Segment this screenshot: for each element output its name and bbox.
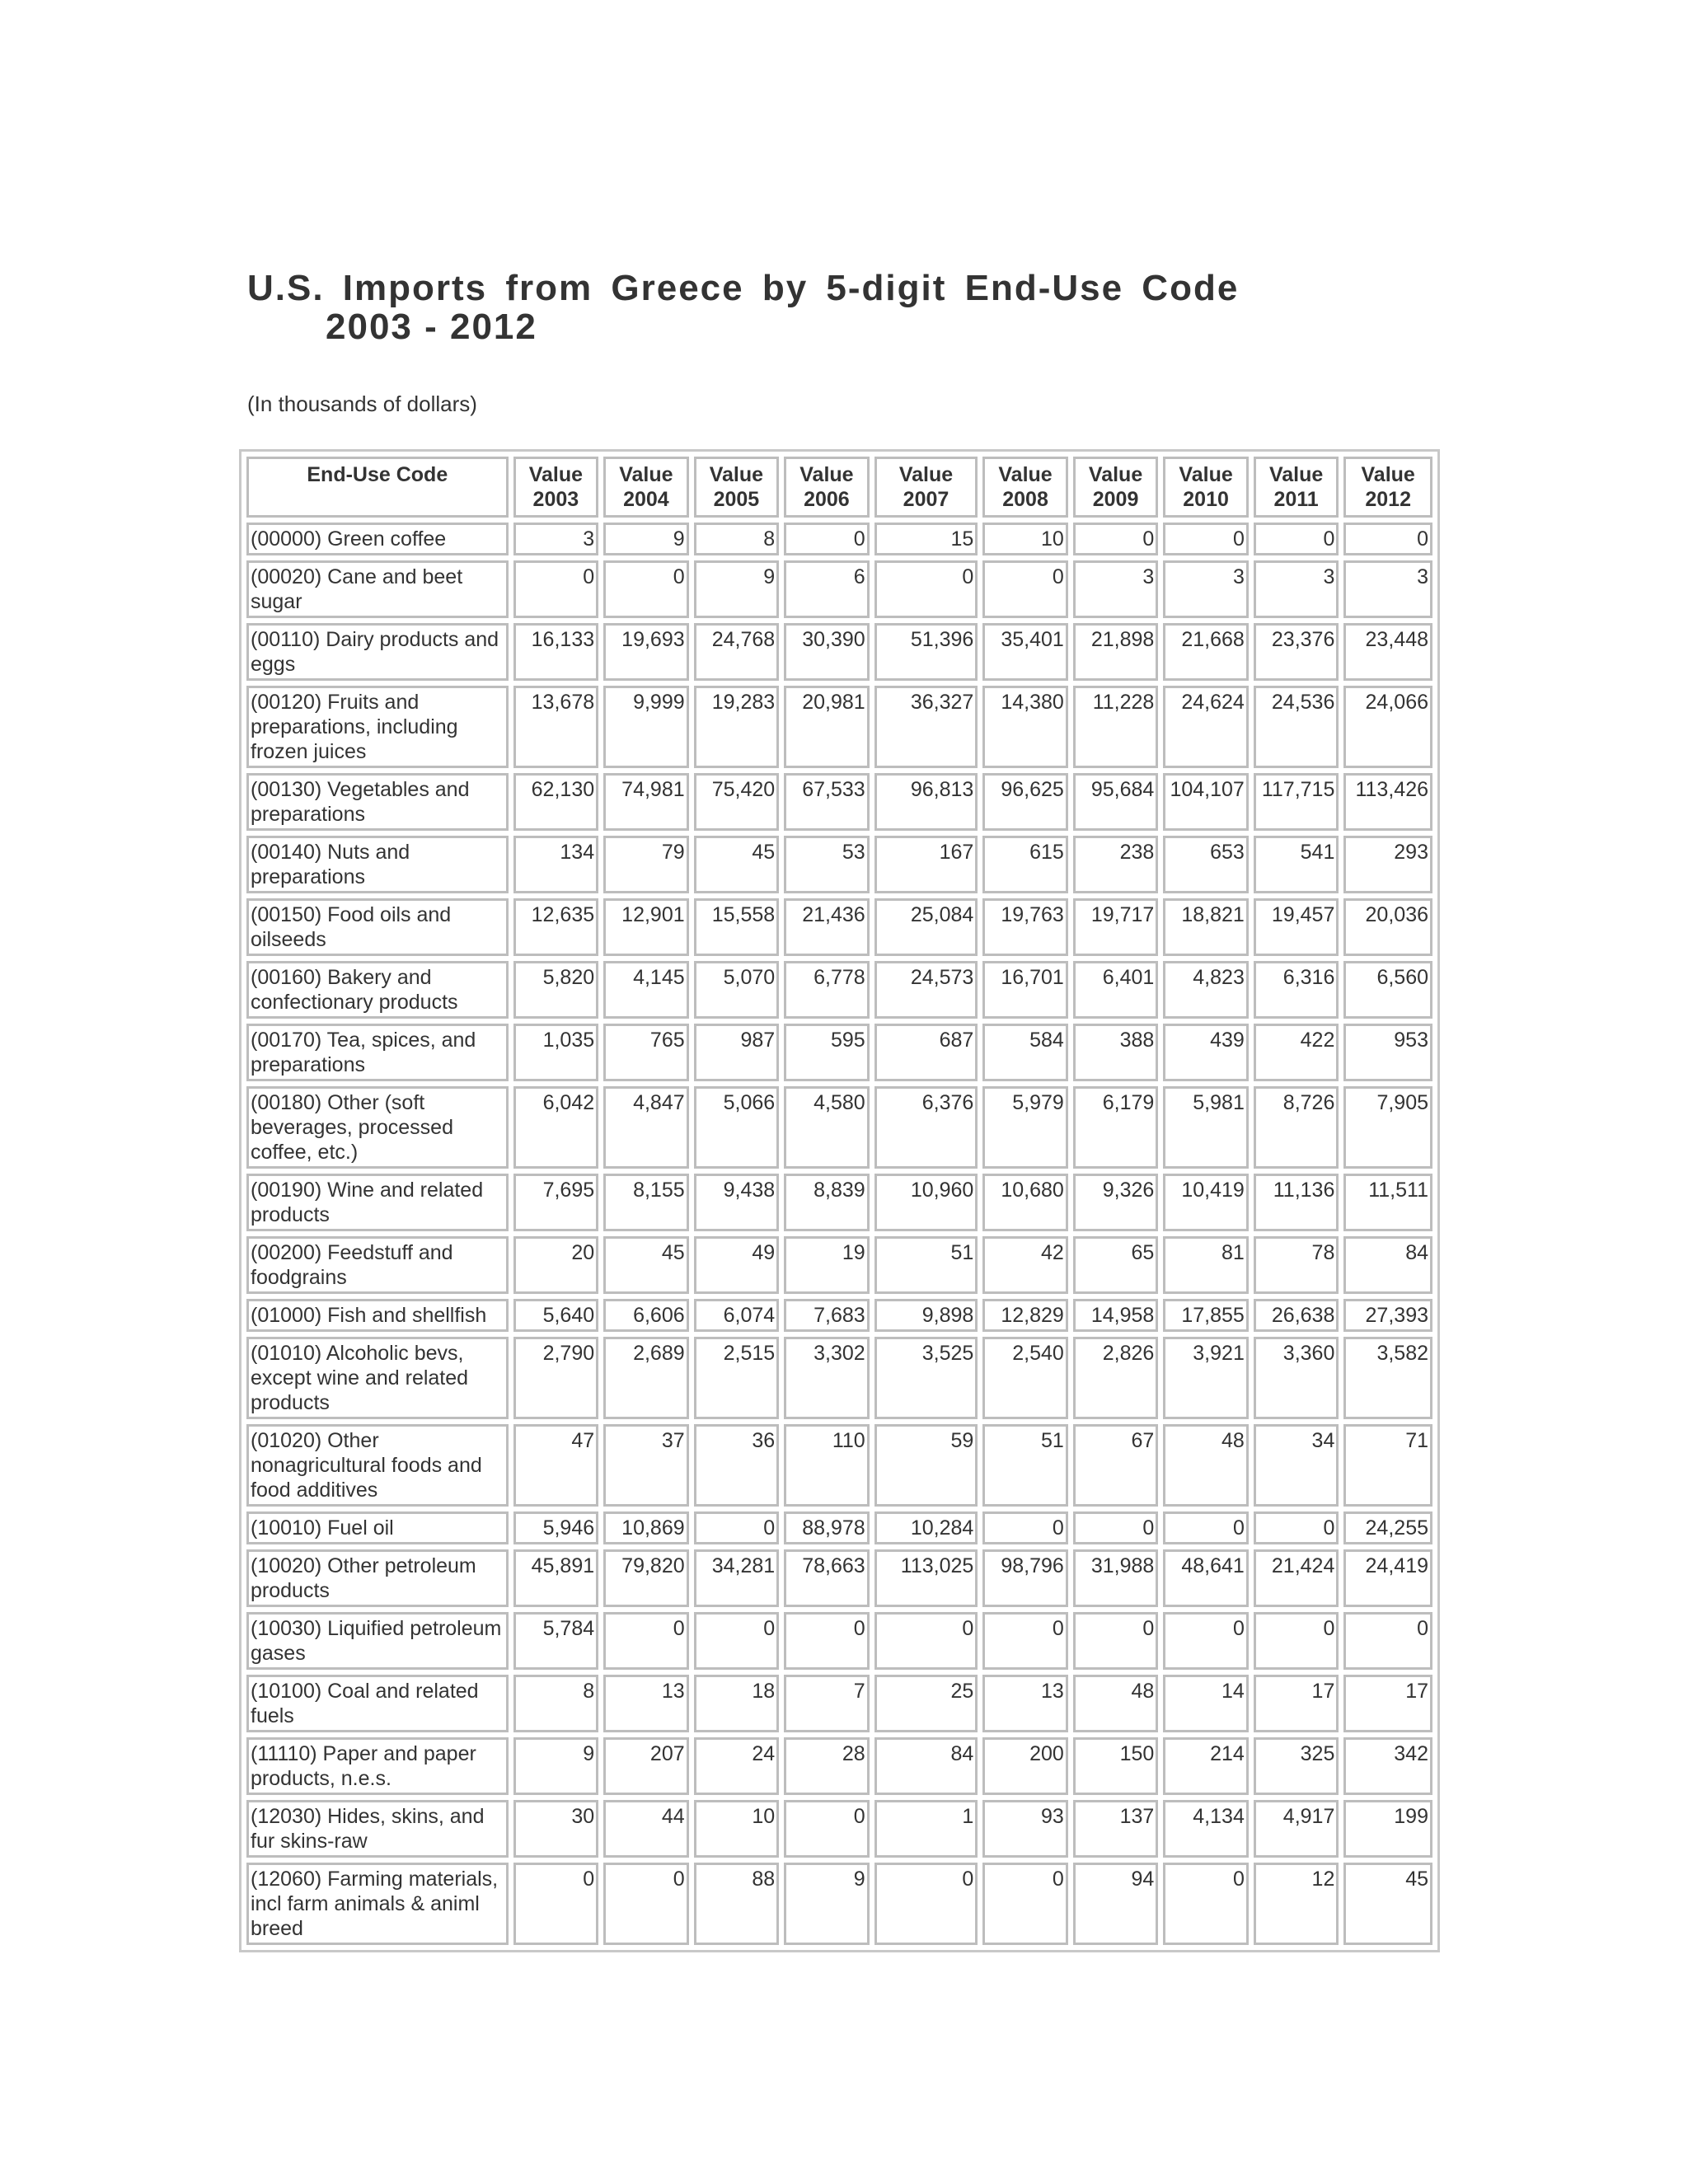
value-cell: 167 — [874, 836, 978, 893]
value-cell: 36,327 — [874, 686, 978, 768]
value-cell: 25 — [874, 1675, 978, 1732]
value-cell: 6,042 — [513, 1086, 599, 1169]
value-cell: 0 — [874, 1612, 978, 1670]
value-cell: 15,558 — [694, 898, 780, 956]
value-cell: 81 — [1163, 1236, 1249, 1294]
value-cell: 7,683 — [784, 1299, 870, 1332]
value-cell: 53 — [784, 836, 870, 893]
table-row — [246, 1511, 1432, 1544]
value-cell: 4,134 — [1163, 1800, 1249, 1858]
value-cell: 0 — [513, 1863, 599, 1945]
value-cell: 9,438 — [694, 1174, 780, 1231]
value-cell: 19,283 — [694, 686, 780, 768]
value-cell: 14 — [1163, 1675, 1249, 1732]
value-cell: 615 — [982, 836, 1068, 893]
value-cell: 12 — [1254, 1863, 1339, 1945]
value-cell: 0 — [982, 1511, 1068, 1544]
value-cell: 200 — [982, 1737, 1068, 1795]
value-cell: 5,784 — [513, 1612, 599, 1670]
value-cell: 42 — [982, 1236, 1068, 1294]
table-body — [246, 523, 1432, 1945]
value-cell: 17 — [1343, 1675, 1432, 1732]
value-cell: 953 — [1343, 1024, 1432, 1081]
table-row — [246, 898, 1432, 956]
value-cell: 5,066 — [694, 1086, 780, 1169]
value-cell: 28 — [784, 1737, 870, 1795]
value-cell: 6,316 — [1254, 961, 1339, 1019]
value-cell: 0 — [1254, 523, 1339, 555]
value-cell: 7,905 — [1343, 1086, 1432, 1169]
value-cell: 5,070 — [694, 961, 780, 1019]
value-cell: 0 — [784, 1612, 870, 1670]
value-cell: 11,511 — [1343, 1174, 1432, 1231]
value-cell: 6,778 — [784, 961, 870, 1019]
row-label-cell: (00020) Cane and beet sugar — [246, 560, 509, 618]
value-cell: 16,701 — [982, 961, 1068, 1019]
value-cell: 3 — [513, 523, 599, 555]
column-header-value: Value 2010 — [1163, 457, 1249, 518]
column-header-value: Value 2003 — [513, 457, 599, 518]
value-cell: 0 — [1343, 1612, 1432, 1670]
value-cell: 7,695 — [513, 1174, 599, 1231]
value-cell: 45 — [694, 836, 780, 893]
value-cell: 24 — [694, 1737, 780, 1795]
row-label-cell: (00190) Wine and related products — [246, 1174, 509, 1231]
value-cell: 21,424 — [1254, 1549, 1339, 1607]
value-cell: 687 — [874, 1024, 978, 1081]
value-cell: 10 — [982, 523, 1068, 555]
column-header-value: Value 2005 — [694, 457, 780, 518]
value-cell: 6,376 — [874, 1086, 978, 1169]
value-cell: 388 — [1073, 1024, 1159, 1081]
value-cell: 0 — [1254, 1511, 1339, 1544]
table-row — [246, 1737, 1432, 1795]
value-cell: 6,074 — [694, 1299, 780, 1332]
column-header-value: Value 2012 — [1343, 457, 1432, 518]
value-cell: 0 — [1073, 1511, 1159, 1544]
table-row — [246, 1863, 1432, 1945]
row-label-cell: (12060) Farming materials, incl farm animals & animl breed — [246, 1863, 509, 1945]
value-cell: 19,763 — [982, 898, 1068, 956]
value-cell: 9 — [603, 523, 689, 555]
value-cell: 21,668 — [1163, 623, 1249, 681]
value-cell: 199 — [1343, 1800, 1432, 1858]
value-cell: 51,396 — [874, 623, 978, 681]
value-cell: 150 — [1073, 1737, 1159, 1795]
value-cell: 19,457 — [1254, 898, 1339, 956]
value-cell: 3,302 — [784, 1337, 870, 1419]
value-cell: 18,821 — [1163, 898, 1249, 956]
value-cell: 6 — [784, 560, 870, 618]
title-line-1: U.S. Imports from Greece by 5-digit End-Use Code — [247, 268, 1240, 308]
value-cell: 2,790 — [513, 1337, 599, 1419]
table-row — [246, 560, 1432, 618]
value-cell: 24,573 — [874, 961, 978, 1019]
value-cell: 0 — [874, 560, 978, 618]
value-cell: 653 — [1163, 836, 1249, 893]
value-cell: 71 — [1343, 1424, 1432, 1507]
value-cell: 0 — [1163, 1863, 1249, 1945]
value-cell: 34 — [1254, 1424, 1339, 1507]
value-cell: 541 — [1254, 836, 1339, 893]
value-cell: 79 — [603, 836, 689, 893]
value-cell: 110 — [784, 1424, 870, 1507]
value-cell: 93 — [982, 1800, 1068, 1858]
table-row — [246, 1299, 1432, 1332]
value-cell: 26,638 — [1254, 1299, 1339, 1332]
value-cell: 11,228 — [1073, 686, 1159, 768]
column-header-end-use-code: End-Use Code — [246, 457, 509, 518]
row-label-cell: (00000) Green coffee — [246, 523, 509, 555]
units-note: (In thousands of dollars) — [247, 391, 477, 416]
value-cell: 0 — [1254, 1612, 1339, 1670]
value-cell: 24,536 — [1254, 686, 1339, 768]
value-cell: 2,540 — [982, 1337, 1068, 1419]
value-cell: 3 — [1343, 560, 1432, 618]
value-cell: 98,796 — [982, 1549, 1068, 1607]
value-cell: 20,981 — [784, 686, 870, 768]
value-cell: 88,978 — [784, 1511, 870, 1544]
value-cell: 0 — [694, 1612, 780, 1670]
value-cell: 7 — [784, 1675, 870, 1732]
value-cell: 117,715 — [1254, 773, 1339, 831]
value-cell: 3 — [1163, 560, 1249, 618]
value-cell: 0 — [784, 523, 870, 555]
value-cell: 0 — [513, 560, 599, 618]
value-cell: 0 — [982, 1863, 1068, 1945]
value-cell: 439 — [1163, 1024, 1249, 1081]
value-cell: 11,136 — [1254, 1174, 1339, 1231]
row-label-cell: (01000) Fish and shellfish — [246, 1299, 509, 1332]
value-cell: 12,635 — [513, 898, 599, 956]
value-cell: 45 — [1343, 1863, 1432, 1945]
value-cell: 6,401 — [1073, 961, 1159, 1019]
value-cell: 75,420 — [694, 773, 780, 831]
value-cell: 21,898 — [1073, 623, 1159, 681]
value-cell: 214 — [1163, 1737, 1249, 1795]
value-cell: 23,376 — [1254, 623, 1339, 681]
value-cell: 9,999 — [603, 686, 689, 768]
table-row — [246, 1675, 1432, 1732]
value-cell: 19,717 — [1073, 898, 1159, 956]
value-cell: 3,525 — [874, 1337, 978, 1419]
value-cell: 24,419 — [1343, 1549, 1432, 1607]
column-header-value: Value 2009 — [1073, 457, 1159, 518]
value-cell: 207 — [603, 1737, 689, 1795]
row-label-cell: (00160) Bakery and confectionary products — [246, 961, 509, 1019]
column-header-value: Value 2004 — [603, 457, 689, 518]
value-cell: 48,641 — [1163, 1549, 1249, 1607]
value-cell: 8 — [694, 523, 780, 555]
column-header-value: Value 2006 — [784, 457, 870, 518]
row-label-cell: (10100) Coal and related fuels — [246, 1675, 509, 1732]
row-label-cell: (00120) Fruits and preparations, including frozen juices — [246, 686, 509, 768]
value-cell: 78 — [1254, 1236, 1339, 1294]
value-cell: 325 — [1254, 1737, 1339, 1795]
table-row — [246, 1549, 1432, 1607]
imports-table — [239, 449, 1440, 1952]
value-cell: 8,839 — [784, 1174, 870, 1231]
value-cell: 45 — [603, 1236, 689, 1294]
value-cell: 67,533 — [784, 773, 870, 831]
row-label-cell: (10020) Other petroleum products — [246, 1549, 509, 1607]
value-cell: 25,084 — [874, 898, 978, 956]
value-cell: 51 — [982, 1424, 1068, 1507]
value-cell: 84 — [1343, 1236, 1432, 1294]
table-row — [246, 773, 1432, 831]
table-row — [246, 686, 1432, 768]
value-cell: 13 — [982, 1675, 1068, 1732]
value-cell: 3,921 — [1163, 1337, 1249, 1419]
row-label-cell: (01020) Other nonagricultural foods and food additives — [246, 1424, 509, 1507]
value-cell: 0 — [1163, 1511, 1249, 1544]
value-cell: 27,393 — [1343, 1299, 1432, 1332]
value-cell: 47 — [513, 1424, 599, 1507]
value-cell: 24,768 — [694, 623, 780, 681]
imports-table-container — [239, 449, 1440, 1952]
table-row — [246, 836, 1432, 893]
row-label-cell: (12030) Hides, skins, and fur skins-raw — [246, 1800, 509, 1858]
value-cell: 2,826 — [1073, 1337, 1159, 1419]
value-cell: 12,901 — [603, 898, 689, 956]
value-cell: 0 — [1163, 523, 1249, 555]
value-cell: 3 — [1254, 560, 1339, 618]
value-cell: 65 — [1073, 1236, 1159, 1294]
value-cell: 422 — [1254, 1024, 1339, 1081]
value-cell: 8,726 — [1254, 1086, 1339, 1169]
value-cell: 113,025 — [874, 1549, 978, 1607]
value-cell: 17 — [1254, 1675, 1339, 1732]
table-row — [246, 1024, 1432, 1081]
value-cell: 30 — [513, 1800, 599, 1858]
value-cell: 10,680 — [982, 1174, 1068, 1231]
value-cell: 5,981 — [1163, 1086, 1249, 1169]
value-cell: 14,380 — [982, 686, 1068, 768]
row-label-cell: (10010) Fuel oil — [246, 1511, 509, 1544]
value-cell: 35,401 — [982, 623, 1068, 681]
value-cell: 67 — [1073, 1424, 1159, 1507]
row-label-cell: (00140) Nuts and preparations — [246, 836, 509, 893]
value-cell: 19,693 — [603, 623, 689, 681]
value-cell: 37 — [603, 1424, 689, 1507]
value-cell: 0 — [603, 1612, 689, 1670]
value-cell: 34,281 — [694, 1549, 780, 1607]
row-label-cell: (00130) Vegetables and preparations — [246, 773, 509, 831]
value-cell: 4,145 — [603, 961, 689, 1019]
table-row — [246, 1174, 1432, 1231]
row-label-cell: (00180) Other (soft beverages, processed coffee, etc.) — [246, 1086, 509, 1169]
row-label-cell: (01010) Alcoholic bevs, except wine and related products — [246, 1337, 509, 1419]
value-cell: 137 — [1073, 1800, 1159, 1858]
value-cell: 9 — [694, 560, 780, 618]
value-cell: 134 — [513, 836, 599, 893]
value-cell: 78,663 — [784, 1549, 870, 1607]
value-cell: 14,958 — [1073, 1299, 1159, 1332]
value-cell: 24,255 — [1343, 1511, 1432, 1544]
value-cell: 19 — [784, 1236, 870, 1294]
value-cell: 12,829 — [982, 1299, 1068, 1332]
value-cell: 3,582 — [1343, 1337, 1432, 1419]
value-cell: 23,448 — [1343, 623, 1432, 681]
value-cell: 584 — [982, 1024, 1068, 1081]
value-cell: 9,326 — [1073, 1174, 1159, 1231]
table-row — [246, 1612, 1432, 1670]
value-cell: 94 — [1073, 1863, 1159, 1945]
value-cell: 0 — [1073, 1612, 1159, 1670]
value-cell: 5,946 — [513, 1511, 599, 1544]
value-cell: 9,898 — [874, 1299, 978, 1332]
value-cell: 4,847 — [603, 1086, 689, 1169]
value-cell: 293 — [1343, 836, 1432, 893]
value-cell: 95,684 — [1073, 773, 1159, 831]
table-row — [246, 1086, 1432, 1169]
row-label-cell: (10030) Liquified petroleum gases — [246, 1612, 509, 1670]
value-cell: 20 — [513, 1236, 599, 1294]
value-cell: 6,179 — [1073, 1086, 1159, 1169]
table-row — [246, 1424, 1432, 1507]
column-header-value: Value 2008 — [982, 457, 1068, 518]
table-row — [246, 961, 1432, 1019]
value-cell: 1 — [874, 1800, 978, 1858]
value-cell: 31,988 — [1073, 1549, 1159, 1607]
value-cell: 987 — [694, 1024, 780, 1081]
table-row — [246, 1800, 1432, 1858]
value-cell: 96,625 — [982, 773, 1068, 831]
value-cell: 104,107 — [1163, 773, 1249, 831]
value-cell: 0 — [603, 1863, 689, 1945]
value-cell: 2,515 — [694, 1337, 780, 1419]
value-cell: 4,917 — [1254, 1800, 1339, 1858]
row-label-cell: (00170) Tea, spices, and preparations — [246, 1024, 509, 1081]
column-header-value: Value 2011 — [1254, 457, 1339, 518]
value-cell: 1,035 — [513, 1024, 599, 1081]
value-cell: 9 — [513, 1737, 599, 1795]
value-cell: 13 — [603, 1675, 689, 1732]
row-label-cell: (00200) Feedstuff and foodgrains — [246, 1236, 509, 1294]
value-cell: 0 — [874, 1863, 978, 1945]
value-cell: 17,855 — [1163, 1299, 1249, 1332]
value-cell: 30,390 — [784, 623, 870, 681]
value-cell: 0 — [1343, 523, 1432, 555]
value-cell: 62,130 — [513, 773, 599, 831]
value-cell: 21,436 — [784, 898, 870, 956]
value-cell: 10,284 — [874, 1511, 978, 1544]
value-cell: 15 — [874, 523, 978, 555]
value-cell: 0 — [1073, 523, 1159, 555]
value-cell: 765 — [603, 1024, 689, 1081]
value-cell: 96,813 — [874, 773, 978, 831]
value-cell: 6,606 — [603, 1299, 689, 1332]
value-cell: 5,820 — [513, 961, 599, 1019]
page-title — [247, 269, 1239, 346]
value-cell: 84 — [874, 1737, 978, 1795]
value-cell: 88 — [694, 1863, 780, 1945]
table-row — [246, 1337, 1432, 1419]
value-cell: 0 — [603, 560, 689, 618]
value-cell: 13,678 — [513, 686, 599, 768]
value-cell: 5,979 — [982, 1086, 1068, 1169]
table-row — [246, 523, 1432, 555]
value-cell: 20,036 — [1343, 898, 1432, 956]
row-label-cell: (00150) Food oils and oilseeds — [246, 898, 509, 956]
value-cell: 9 — [784, 1863, 870, 1945]
value-cell: 0 — [982, 1612, 1068, 1670]
value-cell: 238 — [1073, 836, 1159, 893]
row-label-cell: (11110) Paper and paper products, n.e.s. — [246, 1737, 509, 1795]
value-cell: 45,891 — [513, 1549, 599, 1607]
value-cell: 3,360 — [1254, 1337, 1339, 1419]
table-row — [246, 1236, 1432, 1294]
table-header-row — [246, 457, 1432, 518]
value-cell: 6,560 — [1343, 961, 1432, 1019]
value-cell: 24,624 — [1163, 686, 1249, 768]
value-cell: 5,640 — [513, 1299, 599, 1332]
value-cell: 24,066 — [1343, 686, 1432, 768]
value-cell: 44 — [603, 1800, 689, 1858]
value-cell: 3 — [1073, 560, 1159, 618]
title-line-2: 2003 - 2012 — [326, 307, 537, 347]
value-cell: 49 — [694, 1236, 780, 1294]
value-cell: 48 — [1073, 1675, 1159, 1732]
value-cell: 4,823 — [1163, 961, 1249, 1019]
value-cell: 59 — [874, 1424, 978, 1507]
value-cell: 36 — [694, 1424, 780, 1507]
row-label-cell: (00110) Dairy products and eggs — [246, 623, 509, 681]
value-cell: 0 — [1163, 1612, 1249, 1670]
value-cell: 0 — [694, 1511, 780, 1544]
value-cell: 4,580 — [784, 1086, 870, 1169]
value-cell: 0 — [784, 1800, 870, 1858]
value-cell: 10 — [694, 1800, 780, 1858]
value-cell: 113,426 — [1343, 773, 1432, 831]
value-cell: 10,419 — [1163, 1174, 1249, 1231]
value-cell: 18 — [694, 1675, 780, 1732]
table-row — [246, 623, 1432, 681]
value-cell: 8 — [513, 1675, 599, 1732]
value-cell: 10,960 — [874, 1174, 978, 1231]
value-cell: 48 — [1163, 1424, 1249, 1507]
value-cell: 74,981 — [603, 773, 689, 831]
column-header-value: Value 2007 — [874, 457, 978, 518]
value-cell: 79,820 — [603, 1549, 689, 1607]
value-cell: 342 — [1343, 1737, 1432, 1795]
value-cell: 2,689 — [603, 1337, 689, 1419]
value-cell: 16,133 — [513, 623, 599, 681]
value-cell: 595 — [784, 1024, 870, 1081]
value-cell: 0 — [982, 560, 1068, 618]
value-cell: 51 — [874, 1236, 978, 1294]
value-cell: 8,155 — [603, 1174, 689, 1231]
value-cell: 10,869 — [603, 1511, 689, 1544]
